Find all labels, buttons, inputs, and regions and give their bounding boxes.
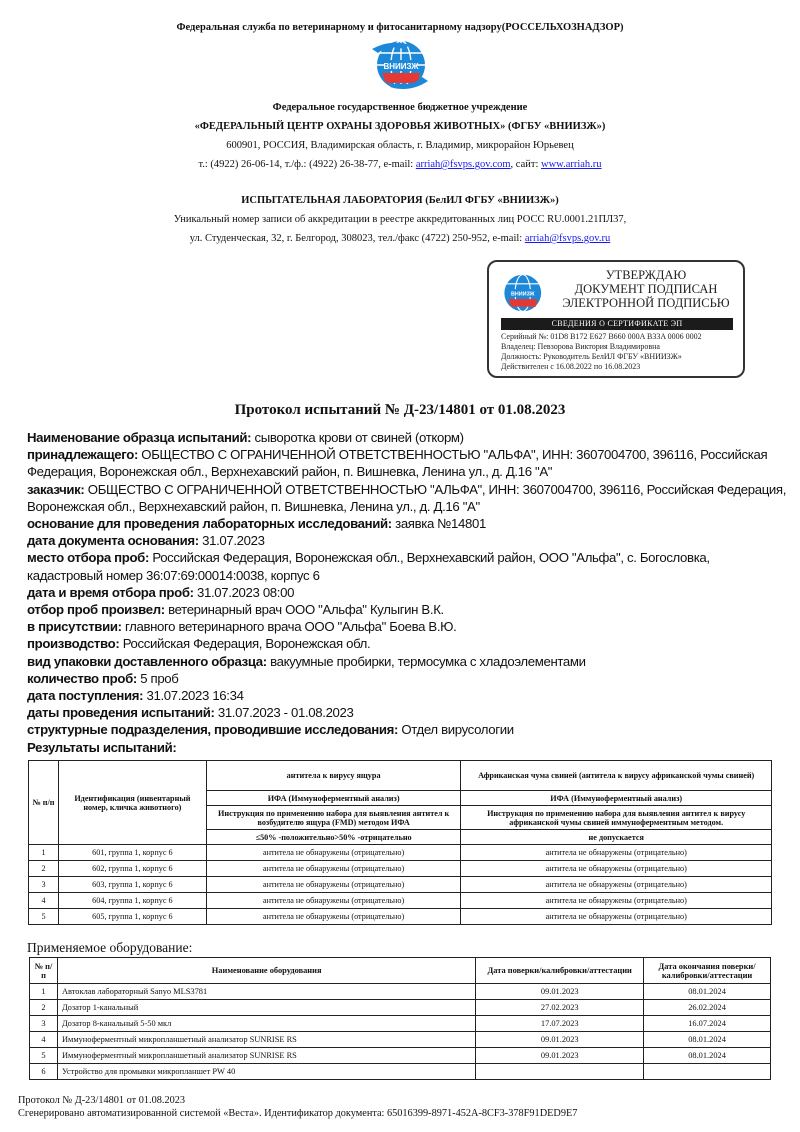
table-row: 5 Иммуноферментный микропланшетный анализатор SUNRISE RS 09.01.2023 08.01.2024 xyxy=(30,1048,771,1064)
table-row: 6 Устройство для промывки микропланшет PW 40 xyxy=(30,1064,771,1080)
site-prefix: , сайт: xyxy=(510,159,541,170)
field-sample-name: Наименование образца испытаний: сыворотка крови от свиней (откорм) xyxy=(27,430,464,445)
table-row: 4 Иммуноферментный микропланшетный анализатор SUNRISE RS 09.01.2023 08.01.2024 xyxy=(30,1032,771,1048)
results-heading: Результаты испытаний: xyxy=(27,739,177,755)
site-link[interactable]: www.arriah.ru xyxy=(541,159,602,170)
test1-method: ИФА (Иммуноферментный анализ) xyxy=(206,791,461,806)
stamp-certificate-bar: СВЕДЕНИЯ О СЕРТИФИКАТЕ ЭП xyxy=(501,318,733,330)
eq-col-end: Дата окончания поверки/калибровки/аттестации xyxy=(644,958,771,984)
stamp-electronic: ЭЛЕКТРОННОЙ ПОДПИСЬЮ xyxy=(562,296,730,310)
e-signature-stamp xyxy=(487,260,745,378)
table-row: 1 601, группа 1, корпус 6 антитела не обнаружены (отрицательно) антитела не обнаружены (отрицательно) xyxy=(29,845,772,861)
stamp-position: Должность: Руководитель БелИЛ ФГБУ «ВНИИЗЖ» xyxy=(501,352,682,361)
table-row: 5 605, группа 1, корпус 6 антитела не обнаружены (отрицательно) антитела не обнаружены (отрицательно) xyxy=(29,909,772,925)
field-owner: принадлежащего: ОБЩЕСТВО С ОГРАНИЧЕННОЙ ОТВЕТСТВЕННОСТЬЮ "АЛЬФА", ИНН: 3607004700, 396116, Российская Федерация, Воронежская обл., Верхнехавский район, п. Вишневка, Ленина ул., д. Д.16 "А" xyxy=(27,447,768,480)
stamp-certificate-info xyxy=(501,332,702,372)
field-packaging: вид упаковки доставленного образца: вакуумные пробирки, термосумка с хладоэлементами xyxy=(27,653,586,669)
email-link[interactable]: arriah@fsvps.gov.com xyxy=(415,159,511,170)
footer-protocol: Протокол № Д-23/14801 от 01.08.2023 xyxy=(18,1095,186,1106)
field-sample-count: количество проб: 5 проб xyxy=(27,670,179,686)
field-basis-date: дата документа основания: 31.07.2023 xyxy=(27,533,265,549)
footer xyxy=(18,1094,577,1120)
stamp-serial: Серийный №: 01D8 B172 E627 B660 000A B33A 0006 0002 xyxy=(501,332,702,341)
lab-block xyxy=(0,191,800,248)
field-received-date: дата поступления: 31.07.2023 16:34 xyxy=(27,688,244,704)
eq-col-number: № п/п xyxy=(30,958,58,984)
institution-address: 600901, РОССИЯ, Владимирская область, г. Владимир, микрорайон Юрьевец xyxy=(226,140,574,151)
footer-generated: Сгенерировано автоматизированной системой «Веста». Идентификатор документа: 65016399-8971-452A-8CF3-378F91DED9E7 xyxy=(18,1108,578,1119)
field-customer: заказчик: ОБЩЕСТВО С ОГРАНИЧЕННОЙ ОТВЕТСТВЕННОСТЬЮ "АЛЬФА", ИНН: 3607004700, 396116, Российская Федерация, Воронежская обл., Верхнехавский район, п. Вишневка, Ленина ул., д. Д.16 "А" xyxy=(27,481,787,514)
eq-col-date: Дата поверки/калибровки/аттестации xyxy=(476,958,644,984)
lab-address xyxy=(0,229,800,248)
lab-address-prefix: ул. Студенческая, 32, г. Белгород, 308023, тел./факс (4722) 250-952, e-mail: xyxy=(189,233,525,244)
logo-text: ВНИИЗЖ xyxy=(383,62,419,71)
test2-norm: не допускается xyxy=(461,830,772,845)
lab-email-link[interactable]: arriah@fsvps.gov.ru xyxy=(524,233,611,244)
lab-name: ИСПЫТАТЕЛЬНАЯ ЛАБОРАТОРИЯ (БелИЛ ФГБУ «ВНИИЗЖ») xyxy=(241,195,559,206)
col-identification: Идентификация (инвентарный номер, кличка животного) xyxy=(58,761,206,845)
stamp-logo-icon xyxy=(499,270,545,316)
institution-block xyxy=(0,98,800,174)
stamp-signed: ДОКУМЕНТ ПОДПИСАН xyxy=(574,282,718,296)
stamp-valid: Действителен с 16.08.2022 по 16.08.2023 xyxy=(501,362,641,371)
sample-info xyxy=(27,429,787,756)
svg-text:ВНИИЗЖ: ВНИИЗЖ xyxy=(511,291,535,298)
institution-name: «ФЕДЕРАЛЬНЫЙ ЦЕНТР ОХРАНЫ ЗДОРОВЬЯ ЖИВОТНЫХ» (ФГБУ «ВНИИЗЖ») xyxy=(194,121,606,132)
contacts-prefix: т.: (4922) 26-06-14, т./ф.: (4922) 26-38-77, e-mail: xyxy=(198,159,416,170)
test1-norm: ≤50% -положительно>50% -отрицательно xyxy=(206,830,461,845)
test2-method: ИФА (Иммуноферментный анализ) xyxy=(461,791,772,806)
equipment-table xyxy=(29,957,771,1080)
col-number: № п/п xyxy=(29,761,59,845)
results-table xyxy=(28,760,772,925)
field-production: производство: Российская Федерация, Воронежская обл. xyxy=(27,636,371,652)
agency-header: Федеральная служба по ветеринарному и фитосанитарному надзору(РОССЕЛЬХОЗНАДЗОР) xyxy=(176,22,624,33)
field-sampling-place: место отбора проб: Российская Федерация, Воронежская обл., Верхнехавский район, ООО "Альфа", с. Богословка, кадастровый номер 36:07:69:00014:0038, корпус 6 xyxy=(27,550,710,583)
table-row: 2 Дозатор 1-канальный 27.02.2023 26.02.2024 xyxy=(30,1000,771,1016)
field-department: структурные подразделения, проводившие исследования: Отдел вирусологии xyxy=(27,722,514,738)
table-row: 2 602, группа 1, корпус 6 антитела не обнаружены (отрицательно) антитела не обнаружены (отрицательно) xyxy=(29,861,772,877)
institution-contacts xyxy=(0,155,800,174)
test1-name: антитела к вирусу ящура xyxy=(206,761,461,791)
eq-col-name: Наименование оборудования xyxy=(57,958,475,984)
institution-type: Федеральное государственное бюджетное учреждение xyxy=(272,102,528,113)
stamp-owner: Владелец: Певзорова Виктория Владимировна xyxy=(501,342,660,351)
protocol-title: Протокол испытаний № Д-23/14801 от 01.08.2023 xyxy=(234,402,566,418)
stamp-title xyxy=(553,268,739,310)
table-row: 3 603, группа 1, корпус 6 антитела не обнаружены (отрицательно) антитела не обнаружены (отрицательно) xyxy=(29,877,772,893)
vniizh-logo-icon xyxy=(370,37,430,93)
table-row: 3 Дозатор 8-канальный 5-50 мкл 17.07.2023 16.07.2024 xyxy=(30,1016,771,1032)
field-test-dates: даты проведения испытаний: 31.07.2023 - 01.08.2023 xyxy=(27,705,354,721)
field-sampled-by: отбор проб произвел: ветеринарный врач ООО "Альфа" Кулыгин В.К. xyxy=(27,602,444,618)
test2-name: Африканская чума свиней (антитела к вирусу африканской чумы свиней) xyxy=(461,761,772,791)
test2-instruction: Инструкция по применению набора для выявления антител к вирусу африканской чумы свиней иммуноферментным методом. xyxy=(461,806,772,830)
stamp-approve: УТВЕРЖДАЮ xyxy=(605,268,687,282)
equipment-title: Применяемое оборудование: xyxy=(27,940,193,955)
field-basis: основание для проведения лабораторных исследований: заявка №14801 xyxy=(27,516,486,532)
field-sampling-datetime: дата и время отбора проб: 31.07.2023 08:00 xyxy=(27,584,295,600)
table-row: 1 Автоклав лабораторный Sanyo MLS3781 09.01.2023 08.01.2024 xyxy=(30,984,771,1000)
lab-accreditation: Уникальный номер записи об аккредитации в реестре аккредитованных лиц РОСС RU.0001.21ПЛ37, xyxy=(173,214,627,225)
test1-instruction: Инструкция по применению набора для выявления антител к возбудителю ящура (FMD) методом ИФА xyxy=(206,806,461,830)
field-presence: в присутствии: главного ветеринарного врача ООО "Альфа" Боева В.Ю. xyxy=(27,619,457,635)
table-row: 4 604, группа 1, корпус 6 антитела не обнаружены (отрицательно) антитела не обнаружены (отрицательно) xyxy=(29,893,772,909)
